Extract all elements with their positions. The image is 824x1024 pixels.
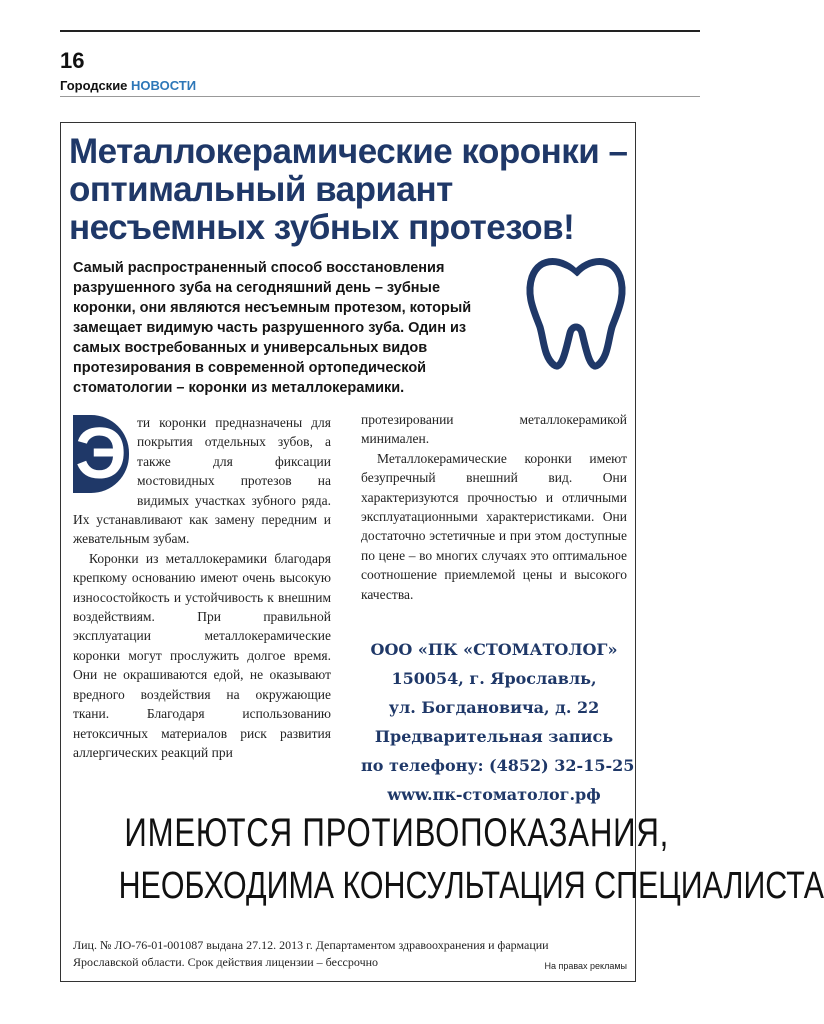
section-title-part1: Городские (60, 78, 128, 93)
headline-line-2: оптимальный вариант (69, 170, 453, 209)
drop-cap: Э (73, 415, 129, 493)
ad-headline (69, 133, 629, 247)
col2-paragraph-2: Металлокерамические коронки имеют безупречный внешний вид. Они характеризуются прочностью и отличными эксплуатационными характеристиками. Они достаточно эстетичные и при этом доступные по цене – во многих случаях это оптимальное соотношение приемлемой цены и высокого качества. (361, 450, 627, 602)
page-number: 16 (60, 48, 85, 73)
headline-line-1: Металлокерамические коронки – (69, 132, 628, 171)
tooth-icon (526, 253, 626, 371)
col1-paragraph-2: Коронки из металлокерамики благодаря крепкому основанию имеют очень высокую износостойкость и устойчивость к внешним воздействиям. При правильной эксплуатации металлокерамические коронки могут прослужить долгое время. Они не окрашиваются едой, не оказывают вредного воздействия на окружающие ткани. Благодаря использованию нетоксичных материалов риск развития аллергических реакций при (73, 550, 331, 760)
advertising-note: На правах рекламы (544, 961, 627, 971)
contact-block (361, 635, 635, 809)
website-link[interactable]: www.пк-стоматолог.рф (387, 785, 601, 804)
lead-paragraph: Самый распространенный способ восстановления разрушенного зуба на сегодняшний день – зубные коронки, они являются несъемным протезом, который замещает видимую часть разрушенного зуба. Один из самых востребованных и универсальных видов протезирования в современной ортопедической стоматологии – коронки из металлокерамики. (73, 260, 472, 396)
phone-number: по телефону: (4852) 32-15-25 (361, 756, 635, 775)
advertisement-box (60, 122, 824, 982)
warning-line-2: НЕОБХОДИМА КОНСУЛЬТАЦИЯ СПЕЦИАЛИСТА (118, 865, 824, 907)
col1-paragraph-1-text: ти коронки предназначены для покрытия отдельных зубов, а также для фиксации мостовидных протезов на видимых участках зубного ряда. Их устанавливают как замену передним и жевательным зубам. (73, 415, 331, 547)
company-name: ООО «ПК «СТОМАТОЛОГ» (370, 640, 618, 659)
text-column-2 (361, 410, 627, 604)
license-text: Лиц. № ЛО-76-01-001087 выдана 27.12. 2013 г. Департаментом здравоохранения и фармации Ярославской области. Срок действия лицензии – бессрочно (73, 938, 549, 969)
booking-label: Предварительная запись (374, 727, 614, 746)
top-rule (60, 30, 700, 32)
section-title (60, 78, 196, 93)
text-column-1 (73, 413, 331, 762)
col2-paragraph-1: протезировании металлокерамикой минимален. (361, 412, 627, 447)
section-title-part2: НОВОСТИ (131, 78, 197, 93)
headline-line-3: несъемных зубных протезов! (69, 208, 575, 247)
warning-line-1: ИМЕЮТСЯ ПРОТИВОПОКАЗАНИЯ, (124, 811, 670, 855)
address-city: 150054, г. Ярославль, (391, 669, 597, 688)
col1-paragraph-1 (73, 413, 331, 549)
header-divider (60, 96, 700, 97)
address-street: ул. Богдановича, д. 22 (388, 698, 600, 717)
